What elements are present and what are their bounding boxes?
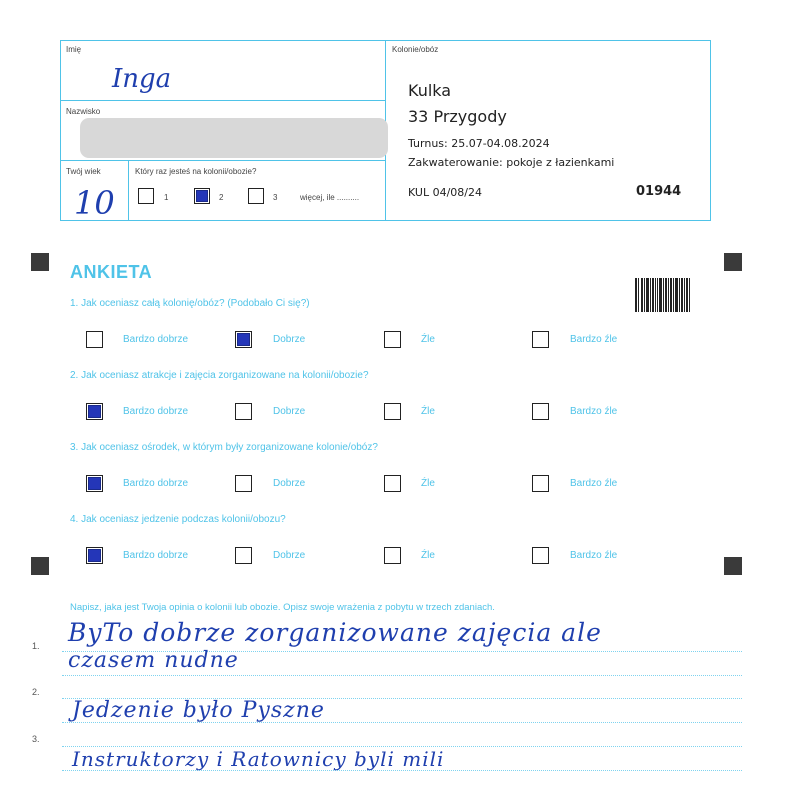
- rating-checkbox[interactable]: [86, 547, 103, 564]
- which-time-label: Który raz jesteś na kolonii/obozie?: [135, 167, 257, 176]
- rating-option-label: Źle: [421, 334, 435, 345]
- turnus-text: Turnus: 25.07-04.08.2024: [408, 137, 550, 150]
- rating-option-label: Źle: [421, 478, 435, 489]
- registration-marker-top-left: [31, 253, 49, 271]
- answer-text-2: Jedzenie było Pyszne: [72, 698, 325, 723]
- rating-option-label: Bardzo źle: [570, 478, 618, 489]
- times-more-label: więcej, ile ..........: [300, 193, 360, 202]
- rating-option-label: Bardzo dobrze: [123, 550, 189, 561]
- name-label: Imię: [66, 45, 82, 54]
- rating-option-label: Bardzo dobrze: [123, 478, 189, 489]
- rating-option-label: Bardzo źle: [570, 334, 618, 345]
- camp-program: 33 Przygody: [408, 107, 507, 126]
- question-text: 4. Jak oceniasz jedzenie podczas kolonii/obozu?: [70, 514, 286, 525]
- rating-checkbox[interactable]: [384, 547, 401, 564]
- times-label-2: 2: [219, 193, 224, 202]
- rating-option-label: Źle: [421, 550, 435, 561]
- rating-option-label: Dobrze: [273, 334, 306, 345]
- barcode-image: [635, 278, 690, 312]
- rating-checkbox[interactable]: [86, 475, 103, 492]
- rating-option-label: Bardzo dobrze: [123, 406, 189, 417]
- registration-marker-mid-left: [31, 557, 49, 575]
- registration-marker-mid-right: [724, 557, 742, 575]
- name-value: Inga: [112, 64, 172, 94]
- age-value: 10: [74, 184, 115, 222]
- rating-checkbox[interactable]: [532, 475, 549, 492]
- question-text: 3. Jak oceniasz ośrodek, w którym były zorganizowane kolonie/obóz?: [70, 442, 378, 453]
- rating-checkbox[interactable]: [532, 403, 549, 420]
- rating-option-label: Bardzo źle: [570, 406, 618, 417]
- times-checkbox-2[interactable]: [194, 188, 210, 204]
- question-text: 1. Jak oceniasz całą kolonię/obóz? (Podobało Ci się?): [70, 298, 310, 309]
- rating-checkbox[interactable]: [235, 403, 252, 420]
- camp-name: Kulka: [408, 81, 452, 100]
- answer-line-2: [62, 675, 742, 676]
- rating-checkbox[interactable]: [532, 331, 549, 348]
- form-number: 01944: [636, 184, 682, 199]
- answer-text-3: Instruktorzy i Ratownicy byli mili: [72, 747, 445, 771]
- opinion-prompt: Napisz, jaka jest Twoja opinia o kolonii lub obozie. Opisz swoje wrażenia z pobytu w trzech zdaniach.: [70, 602, 495, 613]
- rating-checkbox[interactable]: [86, 403, 103, 420]
- camp-code: KUL 04/08/24: [408, 186, 482, 199]
- rating-option-label: Dobrze: [273, 406, 306, 417]
- registration-marker-top-right: [724, 253, 742, 271]
- rating-option-label: Źle: [421, 406, 435, 417]
- age-label: Twój wiek: [66, 167, 101, 176]
- surname-label: Nazwisko: [66, 107, 101, 116]
- rating-option-label: Dobrze: [273, 550, 306, 561]
- times-checkbox-3[interactable]: [248, 188, 264, 204]
- times-label-3: 3: [273, 193, 278, 202]
- line-number-1: 1.: [32, 641, 40, 651]
- rating-option-label: Bardzo dobrze: [123, 334, 189, 345]
- times-checkbox-1[interactable]: [138, 188, 154, 204]
- redaction-bar: [80, 118, 388, 158]
- rating-option-label: Dobrze: [273, 478, 306, 489]
- rating-checkbox[interactable]: [235, 331, 252, 348]
- survey-title: ANKIETA: [70, 262, 153, 282]
- answer-text-1: ByTo dobrze zorganizowane zajęcia ale: [68, 618, 602, 647]
- rating-checkbox[interactable]: [235, 547, 252, 564]
- rating-checkbox[interactable]: [384, 475, 401, 492]
- camp-label: Kolonie/obóz: [392, 45, 439, 54]
- rating-checkbox[interactable]: [532, 547, 549, 564]
- rating-checkbox[interactable]: [384, 403, 401, 420]
- accommodation-text: Zakwaterowanie: pokoje z łazienkami: [408, 156, 615, 169]
- rating-checkbox[interactable]: [86, 331, 103, 348]
- rating-checkbox[interactable]: [235, 475, 252, 492]
- rating-checkbox[interactable]: [384, 331, 401, 348]
- question-text: 2. Jak oceniasz atrakcje i zajęcia zorganizowane na kolonii/obozie?: [70, 370, 369, 381]
- answer-text-1b: czasem nudne: [68, 648, 239, 673]
- rating-option-label: Bardzo źle: [570, 550, 618, 561]
- times-label-1: 1: [164, 193, 169, 202]
- line-number-3: 3.: [32, 734, 40, 744]
- line-number-2: 2.: [32, 687, 40, 697]
